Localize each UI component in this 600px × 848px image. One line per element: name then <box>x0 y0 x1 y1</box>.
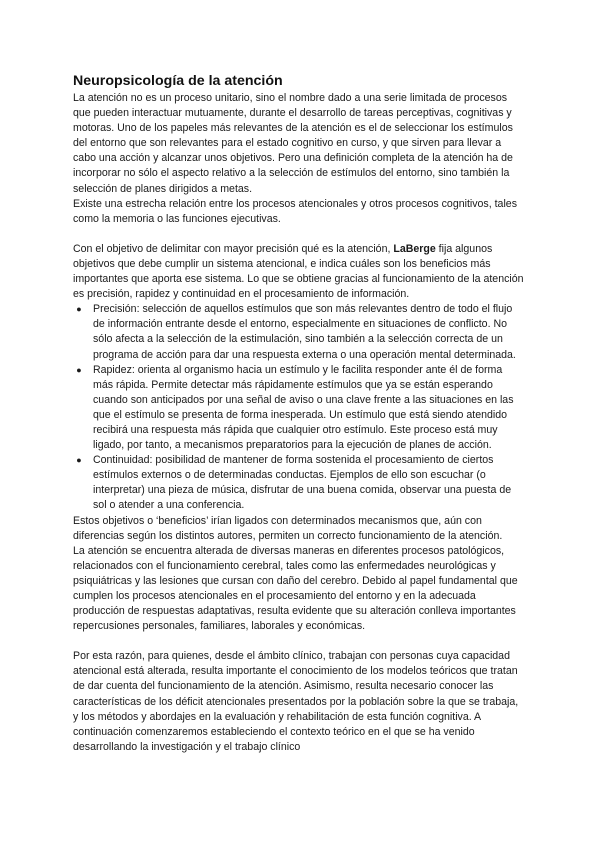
paragraph-gap <box>73 634 525 649</box>
list-item-text: Rapidez: orienta al organismo hacia un estímulo y le facilita responder ante él de forma más rápida. Permite detectar más rápidamente estímulos que ya se están esperando cuando son anticipados por una señal de aviso o una clave frente a las situaciones en las que el estímulo se presenta de forma inesperada. Un estímulo que está siendo atendido recibirá una respuesta más rápida que cualquier otro estímulo. Este proceso está muy ligado, por tanto, a mecanismos preparatorios para la ejecución de planes de acción. <box>93 363 514 452</box>
laberge-text-after: fija algunos objetivos que debe cumplir un sistema atencional, e indica cuáles son los beneficios más importantes que aporta ese sistema. Lo que se obtiene gracias al funcionamiento de la atención es precisión, rapidez y continuidad en el procesamiento de información. <box>73 242 524 301</box>
bullet-icon: ● <box>76 455 82 466</box>
bullet-icon: ● <box>76 304 82 315</box>
laberge-text-before: Con el objetivo de delimitar con mayor precisión qué es la atención, <box>73 242 394 255</box>
paragraph-gap <box>73 227 525 242</box>
paragraph-pathology: La atención se encuentra alterada de diversas maneras en diferentes procesos patológicos, relacionados con el funcionamiento cerebral, tales como las enfermedades neurológicas y psiquiátricas y las lesiones que cursan con daño del cerebro. Debido al papel fundamental que cumplen los procesos atencionales en el procesamiento del entorno y en la adecuada producción de respuestas adaptativas, resulta evidente que su alteración conlleva importantes repercusiones personales, familiares, laborales y económicas. <box>73 544 518 633</box>
benefits-list <box>73 302 525 513</box>
paragraph-intro: La atención no es un proceso unitario, sino el nombre dado a una serie limitada de procesos que pueden interactuar mutuamente, durante el desarrollo de tareas perceptivas, cognitivas y motoras. Uno de los papeles más relevantes de la atención es el de seleccionar los estímulos del entorno que son relevantes para el estado cognitivo en curso, y que sirven para llevar a cabo una acción y alcanzar unos objetivos. Pero una definición completa de la atención ha de incorporar no sólo el aspecto relativo a la selección de estímulos del entorno, sino también la selección de planes dirigidos a metas. <box>73 92 513 195</box>
list-item-precision <box>76 302 525 362</box>
bullet-icon: ● <box>76 364 82 375</box>
laberge-author: LaBerge <box>393 242 436 255</box>
list-item-text: Continuidad: posibilidad de mantener de forma sostenida el procesamiento de ciertos estímulos externos o de determinadas conductas. Ejemplos de ello son escuchar (o interpretar) una pieza de música, disfrutar de una buena comida, observar una puesta de sol o atender a una conferencia. <box>93 454 512 512</box>
list-item-speed <box>76 363 525 454</box>
paragraph-relation: Existe una estrecha relación entre los procesos atencionales y otros procesos cognitivos, tales como la memoria o las funciones ejecutivas. <box>73 197 517 225</box>
list-item-continuity <box>76 453 525 513</box>
list-item-text: Precisión: selección de aquellos estímulos que son más relevantes dentro de todo el flujo de información entrante desde el entorno, especialmente en situaciones de conflicto. No sólo afecta a la selección de la estimulación, sino también a la selección correcta de un programa de acción para dar una respuesta externa o una operación mental determinada. <box>93 303 516 361</box>
document-page <box>73 72 525 755</box>
paragraph-laberge <box>73 242 525 302</box>
paragraph-benefits: Estos objetivos o ‘beneficios’ irían ligados con determinados mecanismos que, aún con diferencias según los distintos autores, permiten un correcto funcionamiento de la atención. <box>73 514 503 542</box>
paragraph-clinical: Por esta razón, para quienes, desde el ámbito clínico, trabajan con personas cuya capacidad atencional está alterada, resulta importante el conocimiento de los modelos teóricos que tratan de dar cuenta del funcionamiento de la atención. Asimismo, resulta necesario conocer las características de los déficit atencionales presentados por la población sobre la que se trabaja, y los métodos y abordajes en la evaluación y rehabilitación de esta función cognitiva. A continuación comenzaremos estableciendo el contexto teórico en el que se ha venido desarrollando la investigación y el trabajo clínico <box>73 650 519 753</box>
document-title: Neuropsicología de la atención <box>73 73 283 89</box>
